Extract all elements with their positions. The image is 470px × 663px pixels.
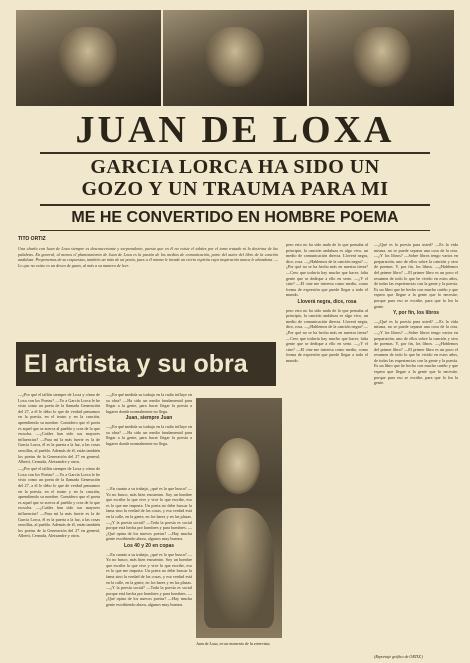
article-column-2 — [106, 392, 192, 482]
column-text: pero esto no ha sido nada de lo que pensaba al principio, la canción andaluza es algo vivo, un medio de comunicación directa. Lloverá negra, dice, rosa. —¿Hablemos de la canción negra? —¿Por qué no se ha hecho más en nuestra tierra? —Creo que todavía hay mucho que hacer, falta gente que se dedique a ello en serio. —¿Y el cine? —El cine me interesa como medio, como forma de expresión que puede llegar a todo el mundo. — [286, 242, 368, 298]
divider-rule — [40, 230, 430, 231]
portrait-photo-3 — [309, 10, 454, 106]
section-heading: Los 40 y 20 en copas — [123, 542, 175, 549]
article-column-1 — [18, 392, 100, 660]
column-text: —¿Por qué el tallón siempre de Loxa y cómo de Loxa con los Poetas? —Yo a García Lorca le he visto como un poeta de la llamada Generación del 27, a él le debo lo que de verdad pensamos en la poesía, en el teatro y en la canción, aprendiendo su nombre. Considero que el poeta es aquel que se acerca al pueblo y crea de lo que escucha. —¿Cuáles han sido sus mayores influencias? —Para mí la más fuerte es la de García Lorca, él es la puerta a la luz, a las cosas sencillas, al pueblo. Además de él, están también los poetas de la Generación del 27 en general, Alberti, Cernuda, Aleixandre y otros. — [18, 392, 100, 465]
column-text: —¿Por qué el tallón siempre de Loxa y cómo de Loxa con los Poetas? —Yo a García Lorca le he visto como un poeta de la llamada Generación del 27, a él le debo lo que de verdad pensamos en la poesía, en el teatro y en la canción, aprendiendo su nombre. Considero que el poeta es aquel que se acerca al pueblo y crea de lo que escucha. —¿Cuáles han sido sus mayores influencias? —Para mí la más fuerte es la de García Lorca, él es la puerta a la luz, a las cosas sencillas, al pueblo. Además de él, están también los poetas de la Generación del 27 en general, Alberti, Cernuda, Aleixandre y otros. — [18, 466, 100, 539]
article-column-4 — [374, 242, 458, 662]
article-column-3 — [286, 242, 368, 662]
intro-text: Una charla con Juan de Loxa siempre es desconcertante y sorprendente, puesto que en él no existe el tabúes por el tema tratado ni la doctrina de las palabras. En general, al menos el planteamiento de Juan de Loxa es la pasión de los medios de comunicación, parte del autor del libro de la canción andaluza. Proponemos de su respuestas, también un mito de un poeta, pues a él mismo le invade un cierto espíritu cuya inspiración nunca le abandona. —Lo que no existe es un deseo de gusto, al más a su manera de leer. — [18, 246, 278, 268]
column-text: —¿Qué es la poesía para usted? —Es la vida misma, no se puede separar una cosa de la otra. —¿Y los libros? —Sobre libros tengo varios en preparación, uno de ellos sobre la canción y otro de poemas. Y, por fin, los libros. —¿Hablemos del primer libro? —El primer libro es un poco el resumen de todo lo que he vivido en estos años, de todas las experiencias con la gente y la poesía. Es un libro que he hecho con mucho cariño y que espero que llegue a la gente que lo necesite, porque para eso se escribe, para que lo lea la gente. — [374, 318, 458, 386]
section-heading: Lloverá negra, dice, rosa — [297, 298, 357, 305]
section-heading: Juan, siempre Juan — [125, 415, 173, 422]
masthead — [0, 108, 470, 152]
column-text: —En cuanto a su trabajo, ¿qué es lo que busca? —Yo no busco, más bien encuentro. Soy un hombre que escribe lo que vive y vive lo que escribe, eso es lo que me importa. Un poeta no debe buscar la fama sino la verdad de las cosas, y esa verdad está en la calle, en la gente, en los bares y en las plazas. —¿Y la poesía social? —Toda la poesía es social porque está hecha por hombres y para hombres. —¿Qué opina de los nuevos poetas? —Hay mucha gente escribiendo ahora, algunos muy buenos. — [106, 551, 192, 607]
divider-rule — [40, 152, 430, 154]
photo-caption: Juan de Loxa, en un momento de la entrevista. — [196, 641, 271, 646]
article-column-2-continued — [106, 486, 192, 662]
banner-title: El artista y su obra — [24, 349, 248, 378]
portrait-photo-1 — [16, 10, 161, 106]
column-text: pero esto no ha sido nada de lo que pensaba al principio, la canción andaluza es algo vivo, un medio de comunicación directa. Lloverá negra, dice, rosa. —¿Hablemos de la canción negra? —¿Por qué no se ha hecho más en nuestra tierra? —Creo que todavía hay mucho que hacer, falta gente que se dedique a ello en serio. —¿Y el cine? —El cine me interesa como medio, como forma de expresión que puede llegar a todo el mundo. — [286, 307, 368, 363]
headline — [0, 156, 470, 200]
headline-line-2: GOZO Y UN TRAUMA PARA MI — [81, 178, 389, 200]
section-banner — [16, 342, 276, 386]
portrait-photo-2 — [163, 10, 308, 106]
headline-line-1: GARCIA LORCA HA SIDO UN — [90, 156, 380, 178]
column-text: —¿En qué medida su trabajo en la radio influye en su obra? —Ha sido un medio fundamental para llegar a la gente, para hacer llegar la poesía a lugares donde normalmente no llega. — [106, 423, 192, 446]
page-title: JUAN DE LOXA — [75, 109, 395, 151]
column-text: —En cuanto a su trabajo, ¿qué es lo que busca? —Yo no busco, más bien encuentro. Soy un hombre que escribe lo que vive y vive lo que escribe, eso es lo que me importa. Un poeta no debe buscar la fama sino la verdad de las cosas, y esa verdad está en la calle, en la gente, en los bares y en las plazas. —¿Y la poesía social? —Toda la poesía es social porque está hecha por hombres y para hombres. —¿Qué opina de los nuevos poetas? —Hay mucha gente escribiendo ahora, algunos muy buenos. — [106, 486, 192, 542]
divider-rule — [40, 204, 430, 206]
photo-credit: (Reportaje gráfico de ORTIZ.) — [374, 654, 423, 659]
intro-paragraph — [18, 246, 278, 334]
subheadline: ME HE CONVERTIDO EN HOMBRE POEMA — [71, 209, 399, 226]
header-photo-strip — [16, 10, 454, 106]
section-heading: Y, por fin, los libros — [392, 310, 440, 317]
column-text: —¿En qué medida su trabajo en la radio influye en su obra? —Ha sido un medio fundamental para llegar a la gente, para hacer llegar la poesía a lugares donde normalmente no llega. — [106, 392, 192, 414]
column-text: —¿Qué es la poesía para usted? —Es la vida misma, no se puede separar una cosa de la otra. —¿Y los libros? —Sobre libros tengo varios en preparación, uno de ellos sobre la canción y otro de poemas. Y, por fin, los libros. —¿Hablemos del primer libro? —El primer libro es un poco el resumen de todo lo que he vivido en estos años, de todas las experiencias con la gente y la poesía. Es un libro que he hecho con mucho cariño y que espero que llegue a la gente que lo necesite, porque para eso se escribe, para que lo lea la gente. — [374, 242, 458, 309]
interview-photo — [196, 398, 282, 638]
byline: TITO ORTIZ — [18, 236, 46, 242]
